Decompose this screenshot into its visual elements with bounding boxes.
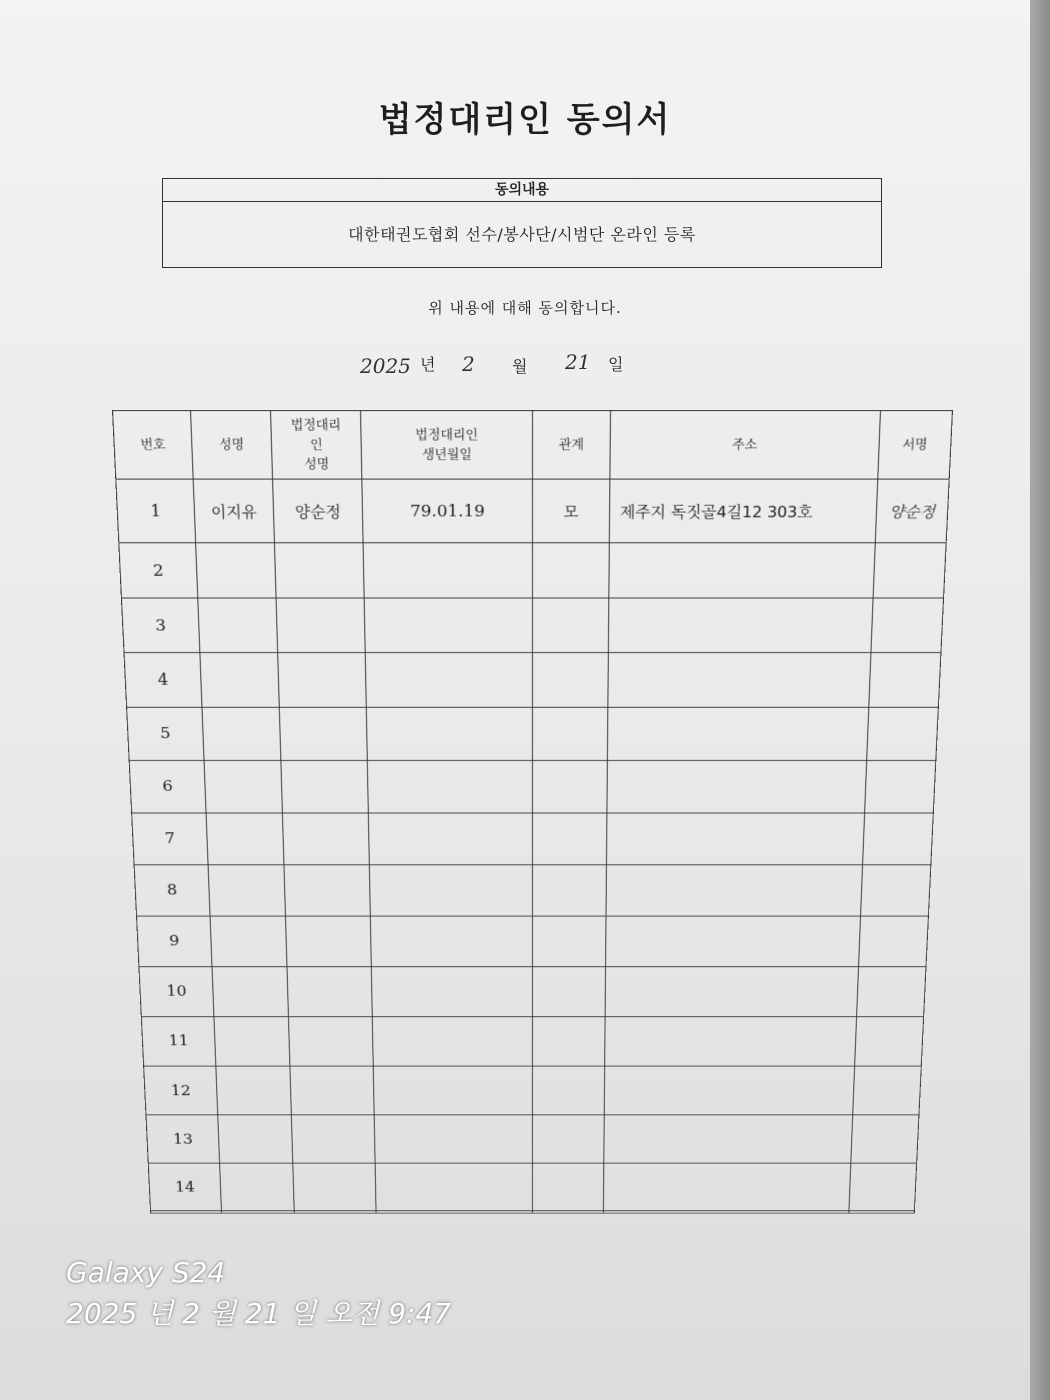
table-row (134, 865, 931, 916)
consent-form-table (112, 410, 953, 1214)
empty-cell (608, 653, 871, 707)
header-guardian-name-line2: 인 (309, 437, 323, 452)
empty-cell (364, 598, 532, 653)
desk-edge (1030, 0, 1050, 1400)
empty-cell (532, 1115, 604, 1163)
empty-cell (532, 707, 607, 760)
header-guardian-name-line3: 성명 (304, 456, 330, 472)
table-row (146, 1115, 919, 1163)
empty-cell (532, 1017, 605, 1066)
empty-cell (865, 760, 936, 813)
empty-cell (532, 916, 606, 967)
guardian-name: 양순정 (273, 479, 364, 543)
date-day-label: 일 (608, 355, 624, 374)
table-row (151, 1211, 915, 1213)
consent-box (162, 178, 882, 268)
empty-cell (606, 813, 864, 865)
empty-cell (216, 1066, 292, 1115)
empty-cell (221, 1211, 294, 1213)
empty-cell (603, 1211, 849, 1213)
empty-cell (604, 1066, 854, 1115)
row-number: 5 (127, 707, 204, 760)
empty-cell (212, 967, 288, 1017)
row-number: 7 (132, 813, 208, 865)
empty-cell (532, 653, 608, 707)
header-guardian-name-line1: 법정대리 (290, 417, 342, 433)
table-row (127, 707, 939, 760)
empty-cell (376, 1211, 532, 1213)
empty-cell (609, 543, 875, 598)
empty-cell (371, 967, 532, 1017)
empty-cell (208, 865, 285, 916)
row-number: 14 (148, 1163, 221, 1211)
table-row (116, 479, 949, 543)
empty-cell (849, 1211, 915, 1213)
row-number: 9 (137, 916, 212, 967)
table-row (124, 653, 941, 707)
empty-cell (863, 813, 934, 865)
row-number: 11 (141, 1017, 216, 1066)
empty-cell (198, 598, 278, 653)
empty-cell (374, 1115, 532, 1163)
empty-cell (603, 1163, 850, 1211)
address: 제주지 독짓골4길12 303호 (609, 479, 877, 543)
empty-cell (532, 1163, 603, 1211)
empty-cell (279, 707, 367, 760)
empty-cell (604, 1115, 853, 1163)
table-row (141, 1017, 923, 1066)
empty-cell (861, 865, 931, 916)
row-number: 1 (116, 479, 196, 543)
date-line (360, 346, 660, 386)
empty-cell (220, 1163, 295, 1211)
empty-cell (281, 760, 368, 813)
signature (875, 479, 949, 543)
row-number: 12 (144, 1066, 218, 1115)
empty-cell (293, 1163, 376, 1211)
watermark-device: Galaxy S24 (66, 1256, 226, 1289)
empty-cell (366, 707, 532, 760)
empty-cell (369, 865, 532, 916)
empty-cell (849, 1163, 917, 1211)
empty-cell (532, 813, 606, 865)
empty-cell (276, 598, 365, 653)
date-year-label: 년 (420, 355, 436, 374)
empty-cell (532, 1211, 603, 1213)
empty-cell (202, 707, 281, 760)
row-number: 4 (124, 653, 202, 707)
empty-cell (294, 1211, 376, 1213)
empty-cell (204, 760, 282, 813)
consent-body: 대한태권도협회 선수/봉사단/시범단 온라인 등록 (348, 225, 696, 244)
header-relation: 관계 (532, 410, 610, 479)
empty-cell (605, 967, 858, 1017)
empty-cell (285, 916, 371, 967)
camera-watermark (66, 1254, 451, 1336)
empty-cell (284, 865, 370, 916)
empty-cell (532, 865, 606, 916)
empty-cell (606, 865, 863, 916)
empty-cell (869, 653, 941, 707)
empty-cell (368, 813, 532, 865)
row-number: 13 (146, 1115, 220, 1163)
empty-cell (278, 653, 367, 707)
empty-cell (607, 707, 868, 760)
empty-cell (210, 916, 287, 967)
date-year-handwritten: 2025 (360, 354, 411, 378)
table-header-row (113, 410, 953, 479)
empty-cell (532, 760, 607, 813)
empty-cell (532, 967, 605, 1017)
empty-cell (365, 653, 532, 707)
empty-cell (871, 598, 944, 653)
empty-cell (857, 967, 926, 1017)
empty-cell (859, 916, 929, 967)
empty-cell (867, 707, 939, 760)
row-number: 6 (129, 760, 206, 813)
handwritten-signature: 양순정 (888, 503, 936, 522)
agree-statement: 위 내용에 대해 동의합니다. (428, 299, 622, 317)
header-signature: 서명 (878, 410, 953, 479)
guardian-birthdate: 79.01.19 (362, 479, 533, 543)
empty-cell (214, 1017, 290, 1066)
empty-cell (851, 1115, 919, 1163)
empty-cell (287, 967, 372, 1017)
empty-cell (218, 1115, 293, 1163)
empty-cell (372, 1017, 532, 1066)
table-row (139, 967, 926, 1017)
empty-cell (206, 813, 284, 865)
empty-cell (370, 916, 532, 967)
empty-cell (196, 543, 276, 598)
empty-cell (532, 1066, 604, 1115)
header-guardian-birth-line2: 생년월일 (421, 446, 472, 462)
watermark-timestamp: 2025 년 2 월 21 일 오전 9:47 (66, 1297, 452, 1330)
empty-cell (607, 760, 867, 813)
date-day-handwritten: 21 (565, 350, 591, 374)
empty-cell (532, 543, 609, 598)
empty-cell (373, 1066, 532, 1115)
table-row (132, 813, 934, 865)
table-row (121, 598, 943, 653)
consent-form-table-wrap (112, 410, 952, 1214)
empty-cell (855, 1017, 924, 1066)
empty-cell (200, 653, 279, 707)
header-guardian-birth-line1: 법정대리인 (415, 427, 479, 442)
empty-cell (282, 813, 369, 865)
empty-cell (532, 598, 608, 653)
header-name: 성명 (191, 410, 273, 479)
header-no: 번호 (113, 410, 194, 479)
empty-cell (853, 1066, 922, 1115)
table-row (148, 1163, 916, 1211)
row-number: 3 (121, 598, 199, 653)
row-number: 8 (134, 865, 210, 916)
empty-cell (288, 1017, 373, 1066)
empty-cell (274, 543, 364, 598)
student-name: 이지유 (193, 479, 274, 543)
empty-cell (605, 1017, 857, 1066)
header-address: 주소 (610, 410, 881, 479)
date-month-label: 월 (512, 357, 528, 376)
header-guardian-birth (361, 410, 533, 479)
empty-cell (151, 1211, 222, 1213)
relation: 모 (532, 479, 609, 543)
table-row (144, 1066, 922, 1115)
empty-cell (290, 1066, 374, 1115)
table-row (129, 760, 936, 813)
header-guardian-name (271, 410, 362, 479)
empty-cell (367, 760, 532, 813)
date-month-handwritten: 2 (462, 352, 475, 376)
empty-cell (375, 1163, 532, 1211)
empty-cell (873, 543, 946, 598)
empty-cell (606, 916, 861, 967)
empty-cell (608, 598, 873, 653)
table-row (119, 543, 946, 598)
document-title: 법정대리인 동의서 (378, 100, 672, 140)
empty-cell (363, 543, 532, 598)
empty-cell (291, 1115, 375, 1163)
row-number: 2 (119, 543, 198, 598)
row-number: 10 (139, 967, 214, 1017)
consent-header: 동의내용 (163, 179, 881, 202)
table-row (137, 916, 929, 967)
